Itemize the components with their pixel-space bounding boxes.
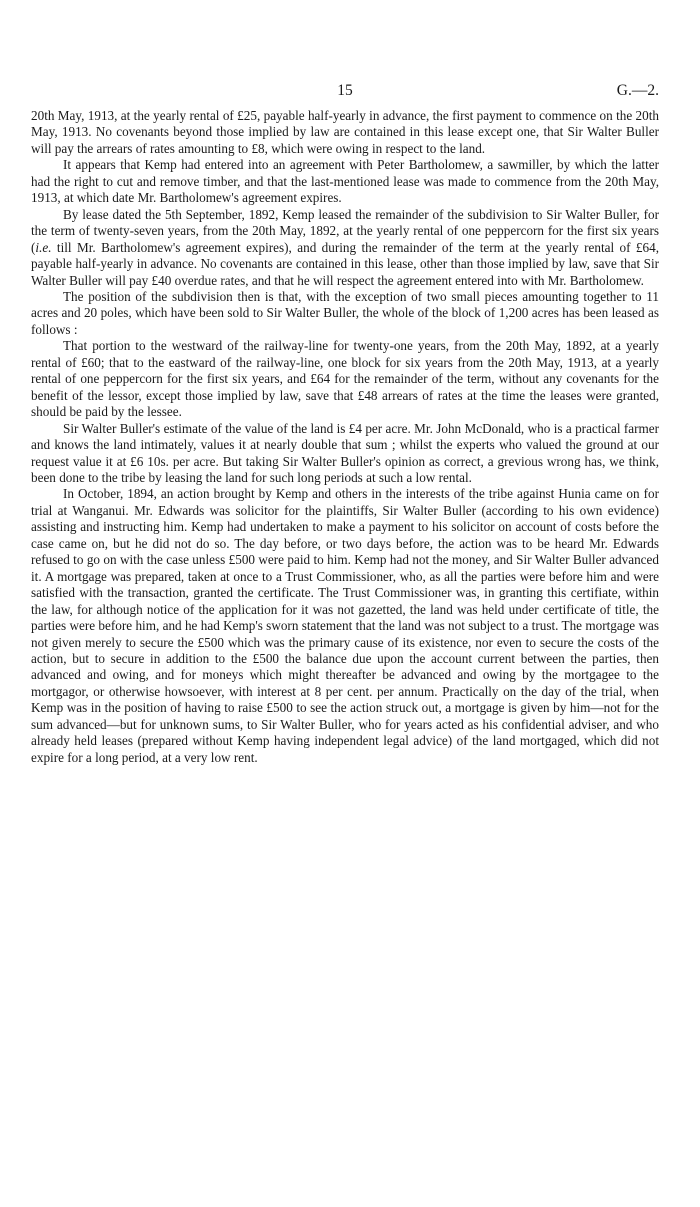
paragraph-lease-1892: By lease dated the 5th September, 1892, Kemp leased the remainder of the subdivision to Sir Walter Buller, for the term of twenty-seven years, from the 20th May, 1892, at the yearly rental of one peppercorn for the first six years (i.e. till Mr. Bartholomew's agreement expires), and during the remainder of the term at the yearly rental of £64, payable half-yearly in advance. No covenants are contained in this lease, other than those implied by law, save that Sir Walter Buller will pay £40 overdue rates, and that he will respect the agreement entered into with Mr. Bartholomew.: [31, 206, 659, 288]
paragraph-subdivision-position: The position of the subdivision then is that, with the exception of two small pieces amounting together to 11 acres and 20 poles, which have been sold to Sir Walter Buller, the whole of the block of 1,200 acres has been leased as follows :: [31, 288, 659, 337]
page-number: 15: [337, 82, 353, 99]
document-page: [31, 82, 659, 766]
paragraph-bartholomew-agreement: It appears that Kemp had entered into an agreement with Peter Bartholomew, a sawmiller, by which the latter had the right to cut and remove timber, and that the last-mentioned lease was made to commence from the 20th May, 1913, at which date Mr. Bartholomew's agreement expires.: [31, 157, 659, 206]
paragraph-continuation: 20th May, 1913, at the yearly rental of £25, payable half-yearly in advance, the first payment to commence on the 20th May, 1913. No covenants beyond those implied by law are contained in this lease except one, that Sir Walter Buller will pay the arrears of rates amounting to £8, which were owing in respect to the land.: [31, 108, 659, 156]
body-text: [31, 108, 659, 766]
paragraph-mortgage-action: In October, 1894, an action brought by Kemp and others in the interests of the tribe against Hunia came on for trial at Wanganui. Mr. Edwards was solicitor for the plaintiffs, Sir Walter Buller (according to his own evidence) assisting and instructing him. Kemp had undertaken to make a payment to his solicitor on account of costs before the case came on, but he did not do so. The day before, or two days before, the action was to be heard Mr. Edwards refused to go on with the case unless £500 were paid to him. Kemp had not the money, and Sir Walter Buller advanced it. A mortgage was prepared, taken at once to a Trust Commissioner, who, as all the parties were before him and were satisfied with the transaction, granted the certificate. The Trust Commissioner was, in granting this certifiate, within the law, for although notice of the application for it was not gazetted, the land was held under certificate of title, the parties were before him, and he had Kemp's sworn statement that the land was not subject to a trust. The mortgage was not given merely to secure the £500 which was the primary cause of its existence, nor even to secure the costs of the action, but to secure in addition to the £500 the balance due upon the account current between the parties, then advanced and owing, and for moneys which might thereafter be advanced and owing by the mortgagee to the mortgagor, or otherwise howsoever, with interest at 8 per cent. per annum. Practically on the day of the trial, when Kemp was in the position of having to raise £500 to see the action struck out, a mortgage is given by him—not for the sum advanced—but for unknown sums, to Sir Walter Buller, who for years acted as his confidential adviser, and who already held leases (prepared without Kemp having independent legal advice) of the land mortgaged, which did not expire for a long period, at a very low rent.: [31, 486, 659, 765]
paragraph-land-value: Sir Walter Buller's estimate of the value of the land is £4 per acre. Mr. John McDonald, who is a practical farmer and knows the land intimately, values it at nearly double that sum ; whilst the experts who valued the ground at our request value it at £6 10s. per acre. But taking Sir Walter Buller's opinion as correct, a grevious wrong has, we think, been done to the tribe by leasing the land for such long periods at such a low rental.: [31, 420, 659, 485]
paragraph-lease-terms: That portion to the westward of the railway-line for twenty-one years, from the 20th May, 1892, at a yearly rental of £60; that to the eastward of the railway-line, one block for six years from the 20th May, 1913, at a yearly rental of one peppercorn for the first six years, and £64 for the remainder of the term, without any covenants for the benefit of the lessor, except those implied by law, save that £48 arrears of rates at the time the leases were granted, should be paid by the lessee.: [31, 338, 659, 420]
document-reference: G.—2.: [616, 82, 659, 99]
page-header: [31, 82, 659, 108]
